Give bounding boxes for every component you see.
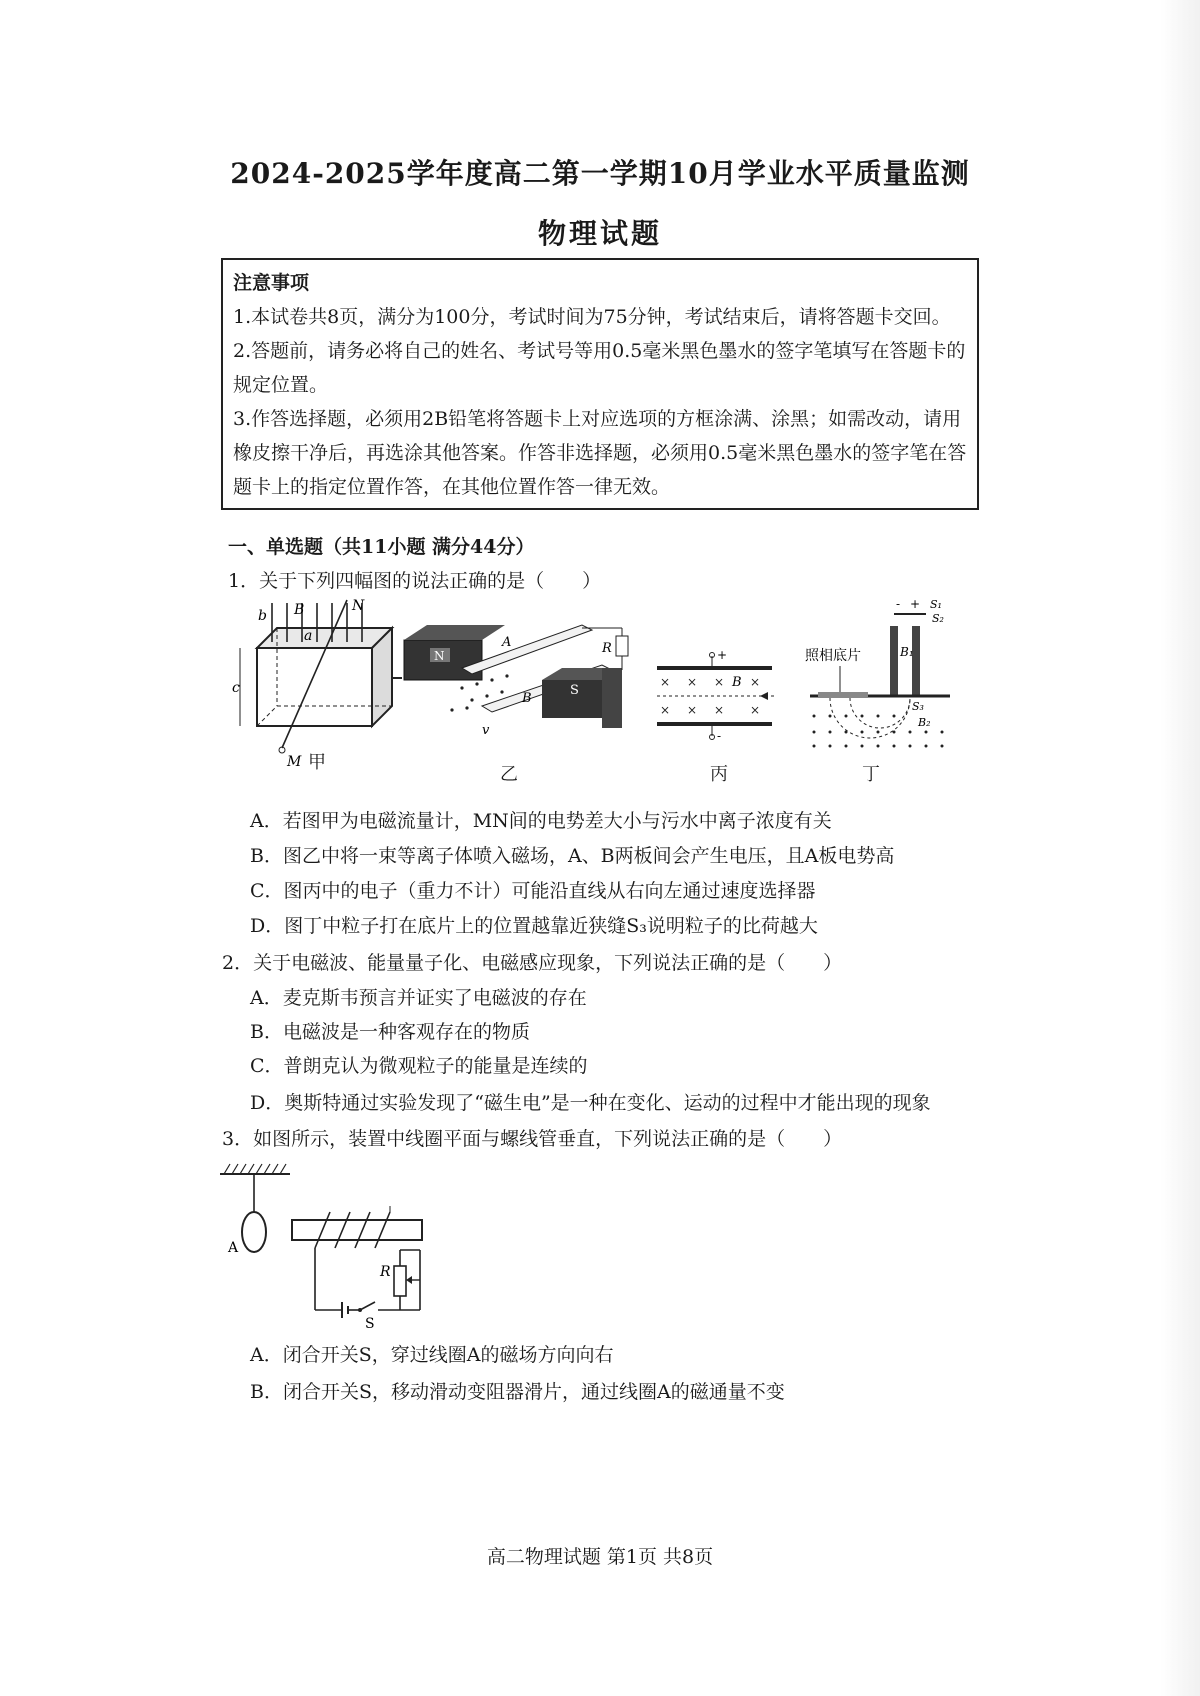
q1-figure-yi [402,610,642,750]
q3-stem: 3．如图所示，装置中线圈平面与螺线管垂直，下列说法正确的是（ ） [222,1128,843,1150]
q1-figure-bing [652,648,782,743]
q2-option-c: C．普朗克认为微观粒子的能量是连续的 [250,1055,588,1077]
jia-label-N: N [352,598,365,614]
q1-option-a: A．若图甲为电磁流量计，MN间的电势差大小与污水中离子浓度有关 [250,810,832,832]
svg-text:×: × [687,703,698,717]
q3-figure [220,1160,440,1332]
q3-option-b: B．闭合开关S，移动滑动变阻器滑片，通过线圈A的磁通量不变 [250,1381,785,1403]
ding-S2: S₂ [932,612,944,625]
svg-text:×: × [750,703,761,717]
svg-text:×: × [714,703,725,717]
page-footer: 高二物理试题 第1页 共8页 [486,1546,714,1568]
ding-photo-label: 照相底片 [805,648,861,664]
fig-label-bing: 丙 [710,764,728,785]
q1-figure-ding [800,596,950,756]
jia-label-b: b [258,608,267,624]
yi-label-v: v [482,723,490,738]
q1-option-d: D．图丁中粒子打在底片上的位置越靠近狭缝S₃说明粒子的比荷越大 [250,915,818,937]
ding-S3: S₃ [912,700,924,713]
jia-label-B: B [294,602,305,618]
section-heading: 一、单选题（共11小题 满分44分） [228,536,535,558]
notice-item-1: 1.本试卷共8页，满分为100分，考试时间为75分钟，考试结束后，请将答题卡交回。 [233,306,951,328]
svg-text:×: × [687,675,698,689]
jia-label-a: a [304,628,313,644]
bing-label-B: B [732,675,742,690]
q2-stem: 2．关于电磁波、能量量子化、电磁感应现象，下列说法正确的是（ ） [222,952,843,974]
ding-S1: S₁ [930,598,942,611]
ding-B2: B₂ [918,716,931,729]
q1-option-c: C．图丙中的电子（重力不计）可能沿直线从右向左通过速度选择器 [250,880,816,902]
svg-text:×: × [660,675,671,689]
notice-item-2: 2.答题前，请务必将自己的姓名、考试号等用0.5毫米黑色墨水的签字笔填写在答题卡的规定位置。 [233,340,966,396]
q1-stem: 1．关于下列四幅图的说法正确的是（ ） [228,570,602,592]
yi-label-S: S [570,683,579,698]
q2-option-d: D．奥斯特通过实验发现了“磁生电”是一种在变化、运动的过程中才能出现的现象 [250,1092,931,1114]
q3-label-S: S [365,1316,375,1332]
q1-figure-jia [232,598,402,768]
notice-item-3: 3.作答选择题，必须用2B铅笔将答题卡上对应选项的方框涂满、涂黑；如需改动，请用橡皮擦干净后，再选涂其他答案。作答非选择题，必须用0.5毫米黑色墨水的签字笔在答题卡上的指定位置作答，在其他位置作答一律无效。 [233,408,967,498]
exam-subtitle: 物理试题 [537,217,662,250]
page-edge-shadow [1160,0,1200,1696]
q3-option-a: A．闭合开关S，穿过线圈A的磁场方向向右 [250,1344,614,1366]
jia-label-M: M [287,754,302,770]
notice-box [221,258,979,510]
jia-label-c: c [232,680,240,696]
q2-option-a: A．麦克斯韦预言并证实了电磁波的存在 [250,987,587,1009]
ding-plus: + [910,597,921,611]
q3-label-A: A [228,1240,239,1256]
fig-label-yi: 乙 [500,764,518,785]
fig-label-jia: 甲 [308,752,326,773]
yi-label-A: A [502,635,512,650]
q2-option-b: B．电磁波是一种客观存在的物质 [250,1021,530,1043]
bing-plus: + [717,648,728,662]
ding-B1: B₁ [900,645,914,659]
ding-minus: - [896,597,901,611]
q3-label-R: R [380,1264,391,1280]
q1-option-b: B．图乙中将一束等离子体喷入磁场，A、B两板间会产生电压，且A板电势高 [250,845,895,867]
svg-text:×: × [714,675,725,689]
yi-label-B: B [522,691,532,706]
fig-label-ding: 丁 [862,764,880,785]
bing-minus: - [717,729,722,743]
exam-title: 2024-2025学年度高二第一学期10月学业水平质量监测 [230,157,970,190]
yi-label-N: N [434,649,445,663]
notice-heading: 注意事项 [233,272,310,294]
svg-text:×: × [750,675,761,689]
yi-label-R: R [602,641,612,656]
svg-text:×: × [660,703,671,717]
